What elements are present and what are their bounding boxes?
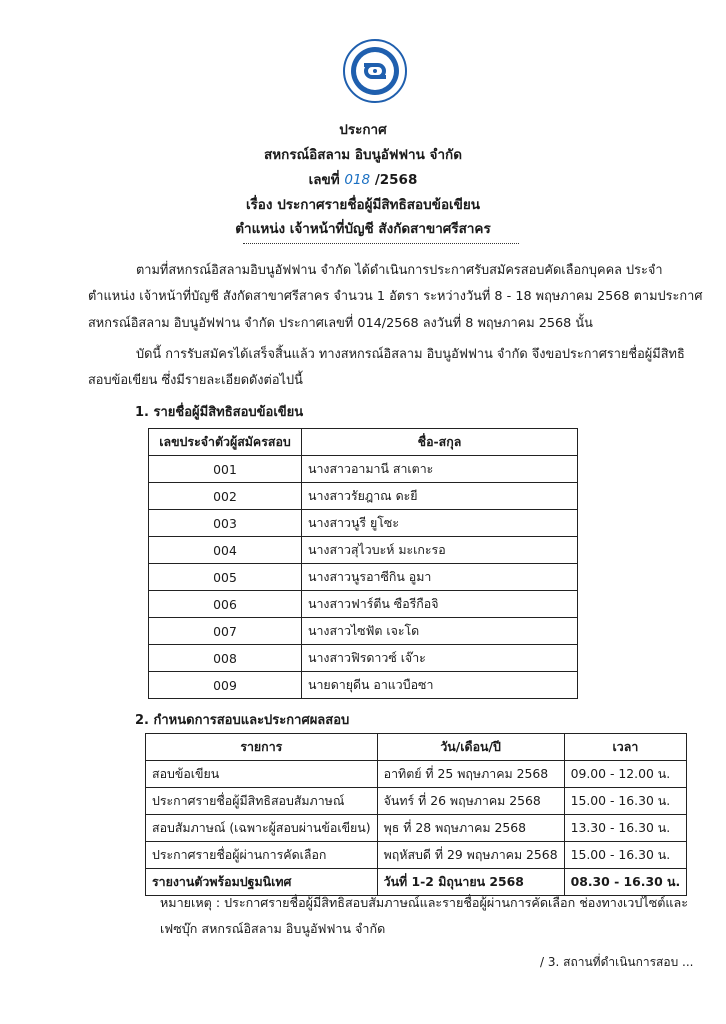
- paragraph-1-line-3: สหกรณ์อิสลาม อิบนูอัฟฟาน จำกัด ประกาศเลขที่ 014/2568 ลงวันที่ 8 พฤษภาคม 2568 นั้น: [88, 316, 593, 331]
- applicant-name-cell: นางสาวไซฟัต เจะโด: [302, 618, 578, 645]
- schedule-date-cell: วันที่ 1-2 มิถุนายน 2568: [377, 869, 564, 896]
- applicant-name-cell: นางสาวรัยฎาณ ดะยี: [302, 483, 578, 510]
- candidates-table: [148, 428, 578, 699]
- applicant-id-cell: 002: [149, 483, 302, 510]
- applicant-name-cell: นางสาวนูรี ยูโซะ: [302, 510, 578, 537]
- document-number: [0, 168, 726, 190]
- number-prefix: เลขที่: [308, 172, 340, 188]
- applicant-name-cell: นายดายุดีน อาแวบือซา: [302, 672, 578, 699]
- applicant-name-cell: นางสาวอามานี สาเตาะ: [302, 456, 578, 483]
- applicant-id-cell: 001: [149, 456, 302, 483]
- announcement-title: ประกาศ: [339, 122, 387, 138]
- column-header: เวลา: [564, 734, 687, 761]
- schedule-item-cell: ประกาศรายชื่อผู้มีสิทธิสอบสัมภาษณ์: [146, 788, 378, 815]
- applicant-id-cell: 004: [149, 537, 302, 564]
- applicant-id-cell: 007: [149, 618, 302, 645]
- table-row: [149, 483, 578, 510]
- table-header-row: [149, 429, 578, 456]
- schedule-date-cell: อาทิตย์ ที่ 25 พฤษภาคม 2568: [377, 761, 564, 788]
- continuation-footer: / 3. สถานที่ดำเนินการสอบ ...: [540, 955, 694, 969]
- schedule-date-cell: พุธ ที่ 28 พฤษภาคม 2568: [377, 815, 564, 842]
- table-row: [149, 618, 578, 645]
- table-row: [149, 564, 578, 591]
- note-line-2: เฟซบุ๊ก สหกรณ์อิสลาม อิบนูอัฟฟาน จำกัด: [160, 921, 386, 936]
- table-row: [149, 510, 578, 537]
- applicant-name-cell: นางสาวฟิรดาวซ์ เจ๊าะ: [302, 645, 578, 672]
- paragraph-1-line-1: ตามที่สหกรณ์อิสลามอิบนูอัฟฟาน จำกัด ได้ดำเนินการประกาศรับสมัครสอบคัดเลือกบุคคล ประจำ: [136, 263, 663, 278]
- table-header-row: [146, 734, 687, 761]
- schedule-item-cell: สอบสัมภาษณ์ (เฉพาะผู้สอบผ่านข้อเขียน): [146, 815, 378, 842]
- paragraph-2-line-2: สอบข้อเขียน ซึ่งมีรายละเอียดดังต่อไปนี้: [88, 373, 303, 388]
- schedule-item-cell: สอบข้อเขียน: [146, 761, 378, 788]
- number-suffix: /2568: [374, 172, 418, 188]
- schedule-item-cell: ประกาศรายชื่อผู้ผ่านการคัดเลือก: [146, 842, 378, 869]
- schedule-time-cell: 15.00 - 16.30 น.: [564, 842, 687, 869]
- schedule-time-cell: 08.30 - 16.30 น.: [564, 869, 687, 896]
- applicant-name-cell: นางสาวฟาร์ตีน ซือรีกือจิ: [302, 591, 578, 618]
- schedule-time-cell: 13.30 - 16.30 น.: [564, 815, 687, 842]
- applicant-id-cell: 005: [149, 564, 302, 591]
- handwritten-number: 018: [344, 172, 371, 188]
- schedule-time-cell: 15.00 - 16.30 น.: [564, 788, 687, 815]
- applicant-name-cell: นางสาวสุไวบะห์ มะเกะรอ: [302, 537, 578, 564]
- note-line-1: หมายเหตุ : ประกาศรายชื่อผู้มีสิทธิสอบสัมภาษณ์และรายชื่อผู้ผ่านการคัดเลือก ช่องทางเวปไซต์และ: [160, 895, 689, 910]
- cooperative-logo: [342, 38, 408, 104]
- organization-name: สหกรณ์อิสลาม อิบนูอัฟฟาน จำกัด: [264, 147, 462, 163]
- table-row: [146, 788, 687, 815]
- applicant-id-cell: 009: [149, 672, 302, 699]
- table-row: [149, 591, 578, 618]
- applicant-name-cell: นางสาวนูรอาซีกิน อูมา: [302, 564, 578, 591]
- schedule-date-cell: จันทร์ ที่ 26 พฤษภาคม 2568: [377, 788, 564, 815]
- table-row: [149, 456, 578, 483]
- table-row: [149, 645, 578, 672]
- section-1-heading: 1. รายชื่อผู้มีสิทธิสอบข้อเขียน: [135, 405, 304, 420]
- section-2-heading: 2. กำหนดการสอบและประกาศผลสอบ: [135, 713, 350, 728]
- dotted-divider: [243, 243, 519, 244]
- table-row: [149, 537, 578, 564]
- column-header: วัน/เดือน/ปี: [377, 734, 564, 761]
- table-row: [146, 761, 687, 788]
- position-line: ตำแหน่ง เจ้าหน้าที่บัญชี สังกัดสาขาศรีสาคร: [235, 221, 491, 237]
- column-header: ชื่อ-สกุล: [302, 429, 578, 456]
- column-header: รายการ: [146, 734, 378, 761]
- table-row: [146, 815, 687, 842]
- paragraph-1-line-2: ตำแหน่ง เจ้าหน้าที่บัญชี สังกัดสาขาศรีสาคร จำนวน 1 อัตรา ระหว่างวันที่ 8 - 18 พฤษภาคม 2568 ตามประกาศ: [88, 289, 703, 304]
- table-row: [146, 842, 687, 869]
- schedule-time-cell: 09.00 - 12.00 น.: [564, 761, 687, 788]
- applicant-id-cell: 006: [149, 591, 302, 618]
- schedule-item-cell: รายงานตัวพร้อมปฐมนิเทศ: [146, 869, 378, 896]
- applicant-id-cell: 008: [149, 645, 302, 672]
- subject-line: เรื่อง ประกาศรายชื่อผู้มีสิทธิสอบข้อเขียน: [245, 197, 481, 213]
- applicant-id-cell: 003: [149, 510, 302, 537]
- table-row: [149, 672, 578, 699]
- schedule-date-cell: พฤหัสบดี ที่ 29 พฤษภาคม 2568: [377, 842, 564, 869]
- column-header: เลขประจำตัวผู้สมัครสอบ: [149, 429, 302, 456]
- paragraph-2-line-1: บัดนี้ การรับสมัครได้เสร็จสิ้นแล้ว ทางสหกรณ์อิสลาม อิบนูอัฟฟาน จำกัด จึงขอประกาศรายชื่อผู้มีสิทธิ: [136, 347, 685, 362]
- schedule-table: [145, 733, 687, 896]
